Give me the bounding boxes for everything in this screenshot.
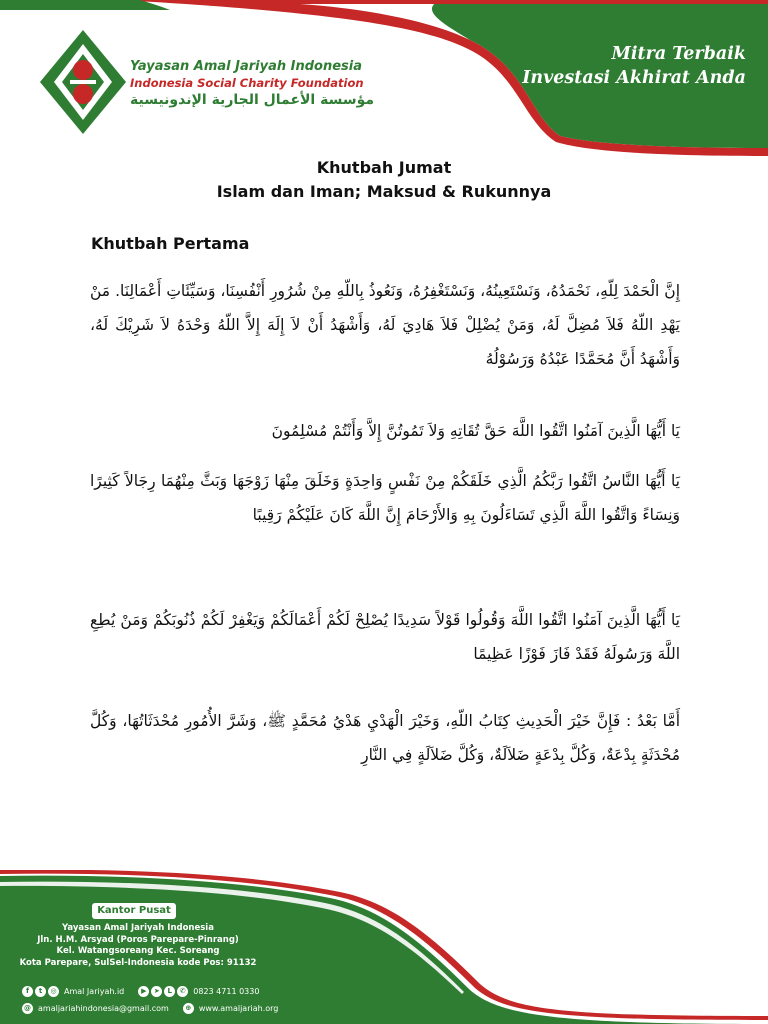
line-icon[interactable]: L (164, 986, 175, 997)
arabic-paragraph-amma-badu: أَمَّا بَعْدُ : فَإِنَّ خَيْرَ الْحَدِيثِ كِتَابُ اللّهِ، وَخَيْرَ الْهَدْيِ هَدْيُ مُحَمَّدٍ ﷺ، وَشَرَّ الأُمُورِ مُحْدَثَاتُهَا، وَكُلَّ مُحْدَثَةٍ بِدْعَةٌ، وَكُلَّ بِدْعَةٍ ضَلاَلَةٌ، وَكُلَّ ضَلاَلَةٍ فِي النَّارِ (90, 712, 680, 764)
social-handle[interactable]: Amal Jariyah.id (64, 987, 125, 996)
tagline-line-1: Mitra Terbaik (611, 44, 746, 64)
globe-icon[interactable]: ⊕ (183, 1003, 194, 1014)
telegram-icon[interactable]: ➤ (151, 986, 162, 997)
twitter-icon[interactable]: t (35, 986, 46, 997)
org-name-english: Indonesia Social Charity Foundation (130, 76, 364, 90)
org-name: Yayasan Amal Jariyah Indonesia (130, 59, 363, 74)
org-name-arabic: مؤسسة الأعمال الجارية الإندونيسية (130, 92, 375, 108)
facebook-icon[interactable]: f (22, 986, 33, 997)
contact-row-social (22, 986, 273, 997)
section-heading: Khutbah Pertama (91, 234, 250, 253)
office-address (18, 923, 258, 969)
tagline-line-2: Investasi Akhirat Anda (522, 68, 746, 88)
arabic-paragraph-verse-3: يَا أَيُّهَا الَّذِينَ آمَنُوا اتَّقُوا اللَّهَ وَقُولُوا قَوْلاً سَدِيدًا يُصْلِحْ لَكُمْ أَعْمَالَكُمْ وَيَغْفِرْ لَكُمْ ذُنُوبَكُمْ وَمَنْ يُطِعِ اللَّهَ وَرَسُولَهُ فَقَدْ فَازَ فَوْزًا عَظِيمًا (90, 611, 680, 663)
address-line-2: Jln. H.M. Arsyad (Poros Parepare-Pinrang) (37, 934, 239, 945)
whatsapp-icon[interactable]: ✆ (177, 986, 188, 997)
youtube-icon[interactable]: ▶ (138, 986, 149, 997)
address-line-3: Kel. Watangsoreang Kec. Soreang (56, 946, 220, 956)
address-line-1: Yayasan Amal Jariyah Indonesia (62, 923, 214, 933)
email-address[interactable]: amaljariahindonesia@gmail.com (38, 1004, 169, 1013)
office-label-badge: Kantor Pusat (92, 903, 176, 919)
arabic-paragraph-opening: إِنَّ الْحَمْدَ لِلّهِ، نَحْمَدُهُ، وَنَسْتَعِينُهُ، وَنَسْتَغْفِرُهُ، وَنَعُوذُ بِاللّهِ مِنْ شُرُورِ أَنْفُسِنَا، وَسَيِّئَاتِ أَعْمَالِنَا. مَنْ يَهْدِ اللّهُ فَلاَ مُضِلَّ لَهُ، وَمَنْ يُضْلِلْ فَلاَ هَادِيَ لَهُ، وَأَشْهَدُ أَنْ لاَ إِلَهَ إِلاَّ اللّهُ وَحْدَهُ لاَ شَرِيْكَ لَهُ، وَأَشْهَدُ أَنَّ مُحَمَّدًا عَبْدُهُ وَرَسُوْلُهُ (90, 282, 680, 368)
document-subtitle: Islam dan Iman; Maksud & Rukunnya (216, 182, 552, 201)
contact-row-web (22, 1003, 292, 1014)
tagline (506, 42, 746, 90)
arabic-paragraph-verse-2: يَا أَيُّهَا النَّاسُ اتَّقُوا رَبَّكُمُ الَّذِي خَلَقَكُمْ مِنْ نَفْسٍ وَاحِدَةٍ وَخَلَقَ مِنْهَا زَوْجَهَا وَبَثَّ مِنْهُمَا رِجَالاً كَثِيرًا وَنِسَاءً وَاتَّقُوا اللَّهَ الَّذِي تَسَاءَلُونَ بِهِ وَالأَرْحَامَ إِنَّ اللَّهَ كَانَ عَلَيْكُمْ رَقِيبًا (90, 472, 680, 524)
website-link[interactable]: www.amaljariah.org (198, 1004, 279, 1013)
foundation-logo (40, 30, 126, 134)
phone-number[interactable]: 0823 4711 0330 (193, 987, 260, 996)
address-line-4: Kota Parepare, SulSel-Indonesia kode Pos: 91132 (19, 957, 257, 968)
document-title: Khutbah Jumat (316, 158, 452, 177)
arabic-paragraph-verse-1: يَا أَيُّهَا الَّذِينَ آمَنُوا اتَّقُوا اللَّهَ حَقَّ تُقَاتِهِ وَلاَ تَمُوتُنَّ إِلاَّ وَأَنْتُمْ مُسْلِمُونَ (271, 422, 680, 440)
email-icon[interactable]: @ (24, 1004, 31, 1012)
instagram-icon[interactable]: ◎ (48, 986, 59, 997)
